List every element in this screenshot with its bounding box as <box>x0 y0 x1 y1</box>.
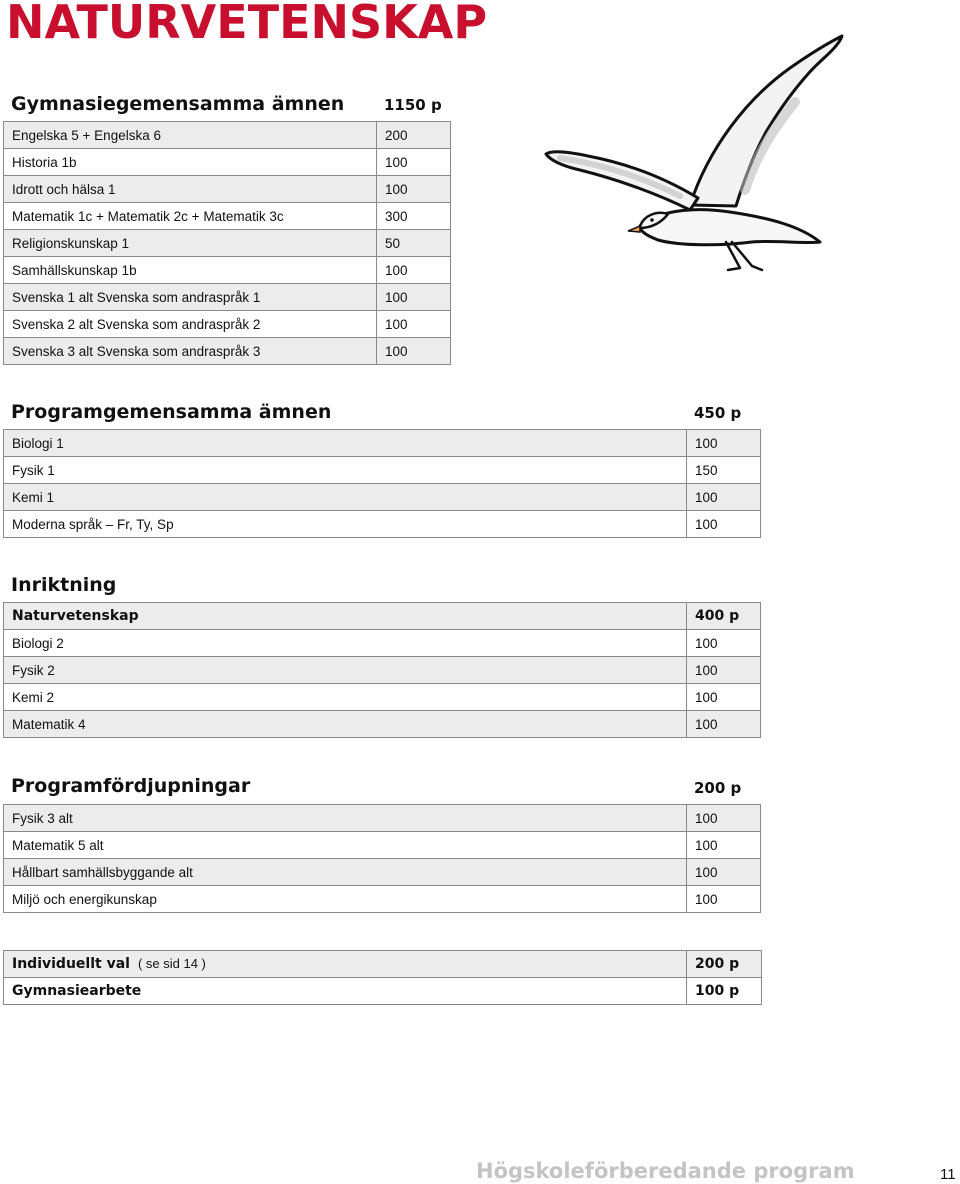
course-points: 100 <box>687 859 761 886</box>
table-row <box>4 630 761 657</box>
section-heading-programfordjupningar: Programfördjupningar <box>11 775 251 797</box>
table-row <box>4 484 761 511</box>
table-programfordjupningar <box>3 804 761 913</box>
page-title: NATURVETENSKAP <box>6 0 488 49</box>
inriktning-points: 400 p <box>687 603 761 630</box>
course-points: 100 <box>687 832 761 859</box>
course-points: 50 <box>377 230 451 257</box>
table-row <box>4 978 762 1005</box>
course-name: Kemi 1 <box>4 484 687 511</box>
table-row <box>4 859 761 886</box>
table-row <box>4 457 761 484</box>
table-row <box>4 684 761 711</box>
course-name: Engelska 5 + Engelska 6 <box>4 122 377 149</box>
course-points: 300 <box>377 203 451 230</box>
table-row <box>4 430 761 457</box>
course-points: 100 <box>687 711 761 738</box>
course-name: Miljö och energikunskap <box>4 886 687 913</box>
seagull-illustration <box>540 30 850 280</box>
course-name: Samhällskunskap 1b <box>4 257 377 284</box>
table-row <box>4 951 762 978</box>
table-row <box>4 203 451 230</box>
table-row <box>4 805 761 832</box>
table-row <box>4 284 451 311</box>
section-heading-inriktning: Inriktning <box>11 574 117 596</box>
course-name: Svenska 3 alt Svenska som andraspråk 3 <box>4 338 377 365</box>
course-name: Kemi 2 <box>4 684 687 711</box>
course-name: Matematik 4 <box>4 711 687 738</box>
course-name: Idrott och hälsa 1 <box>4 176 377 203</box>
course-points: 100 <box>377 257 451 284</box>
course-name: Historia 1b <box>4 149 377 176</box>
course-name: Fysik 3 alt <box>4 805 687 832</box>
table-row <box>4 338 451 365</box>
table-row <box>4 230 451 257</box>
inriktning-name: Naturvetenskap <box>4 603 687 630</box>
course-name: Fysik 2 <box>4 657 687 684</box>
course-name: Svenska 2 alt Svenska som andraspråk 2 <box>4 311 377 338</box>
course-points: 100 <box>687 657 761 684</box>
course-points: 200 <box>377 122 451 149</box>
section-heading-programgemensamma: Programgemensamma ämnen <box>11 401 332 423</box>
table-row <box>4 122 451 149</box>
course-points: 100 <box>687 805 761 832</box>
table-row <box>4 511 761 538</box>
table-row <box>4 711 761 738</box>
course-name: Svenska 1 alt Svenska som andraspråk 1 <box>4 284 377 311</box>
course-points: 100 <box>377 176 451 203</box>
course-points: 100 <box>687 684 761 711</box>
course-name: Religionskunskap 1 <box>4 230 377 257</box>
table-row <box>4 603 761 630</box>
table-row <box>4 257 451 284</box>
section-points-programgemensamma: 450 p <box>694 404 742 422</box>
individual-choice-cell <box>4 951 687 978</box>
course-name: Matematik 1c + Matematik 2c + Matematik 3c <box>4 203 377 230</box>
course-name: Hållbart samhällsbyggande alt <box>4 859 687 886</box>
table-gymnasiegemensamma <box>3 121 451 365</box>
table-row <box>4 176 451 203</box>
gymnasiearbete-points: 100 p <box>687 978 762 1005</box>
section-heading-gymnasiegemensamma: Gymnasiegemensamma ämnen <box>11 93 345 115</box>
table-row <box>4 311 451 338</box>
course-points: 100 <box>687 484 761 511</box>
section-points-gymnasiegemensamma: 1150 p <box>384 96 442 114</box>
footer-program-title: Högskoleförberedande program <box>476 1159 855 1183</box>
course-points: 150 <box>687 457 761 484</box>
course-points: 100 <box>377 311 451 338</box>
individual-choice-label: Individuellt val <box>12 956 130 972</box>
course-name: Matematik 5 alt <box>4 832 687 859</box>
course-name: Biologi 2 <box>4 630 687 657</box>
course-points: 100 <box>687 511 761 538</box>
table-row <box>4 657 761 684</box>
table-programgemensamma <box>3 429 761 538</box>
course-points: 100 <box>377 338 451 365</box>
table-row <box>4 832 761 859</box>
course-name: Biologi 1 <box>4 430 687 457</box>
course-name: Moderna språk – Fr, Ty, Sp <box>4 511 687 538</box>
table-row <box>4 886 761 913</box>
section-points-programfordjupningar: 200 p <box>694 779 742 797</box>
course-points: 100 <box>687 430 761 457</box>
course-points: 100 <box>377 284 451 311</box>
course-points: 100 <box>687 886 761 913</box>
table-individuellt-gymnasiearbete <box>3 950 762 1005</box>
table-inriktning <box>3 602 761 738</box>
course-name: Fysik 1 <box>4 457 687 484</box>
page-number: 11 <box>940 1166 956 1183</box>
individual-choice-points: 200 p <box>687 951 762 978</box>
table-row <box>4 149 451 176</box>
course-points: 100 <box>377 149 451 176</box>
individual-choice-note: ( se sid 14 ) <box>137 956 206 971</box>
gymnasiearbete-label: Gymnasiearbete <box>4 978 687 1005</box>
course-points: 100 <box>687 630 761 657</box>
